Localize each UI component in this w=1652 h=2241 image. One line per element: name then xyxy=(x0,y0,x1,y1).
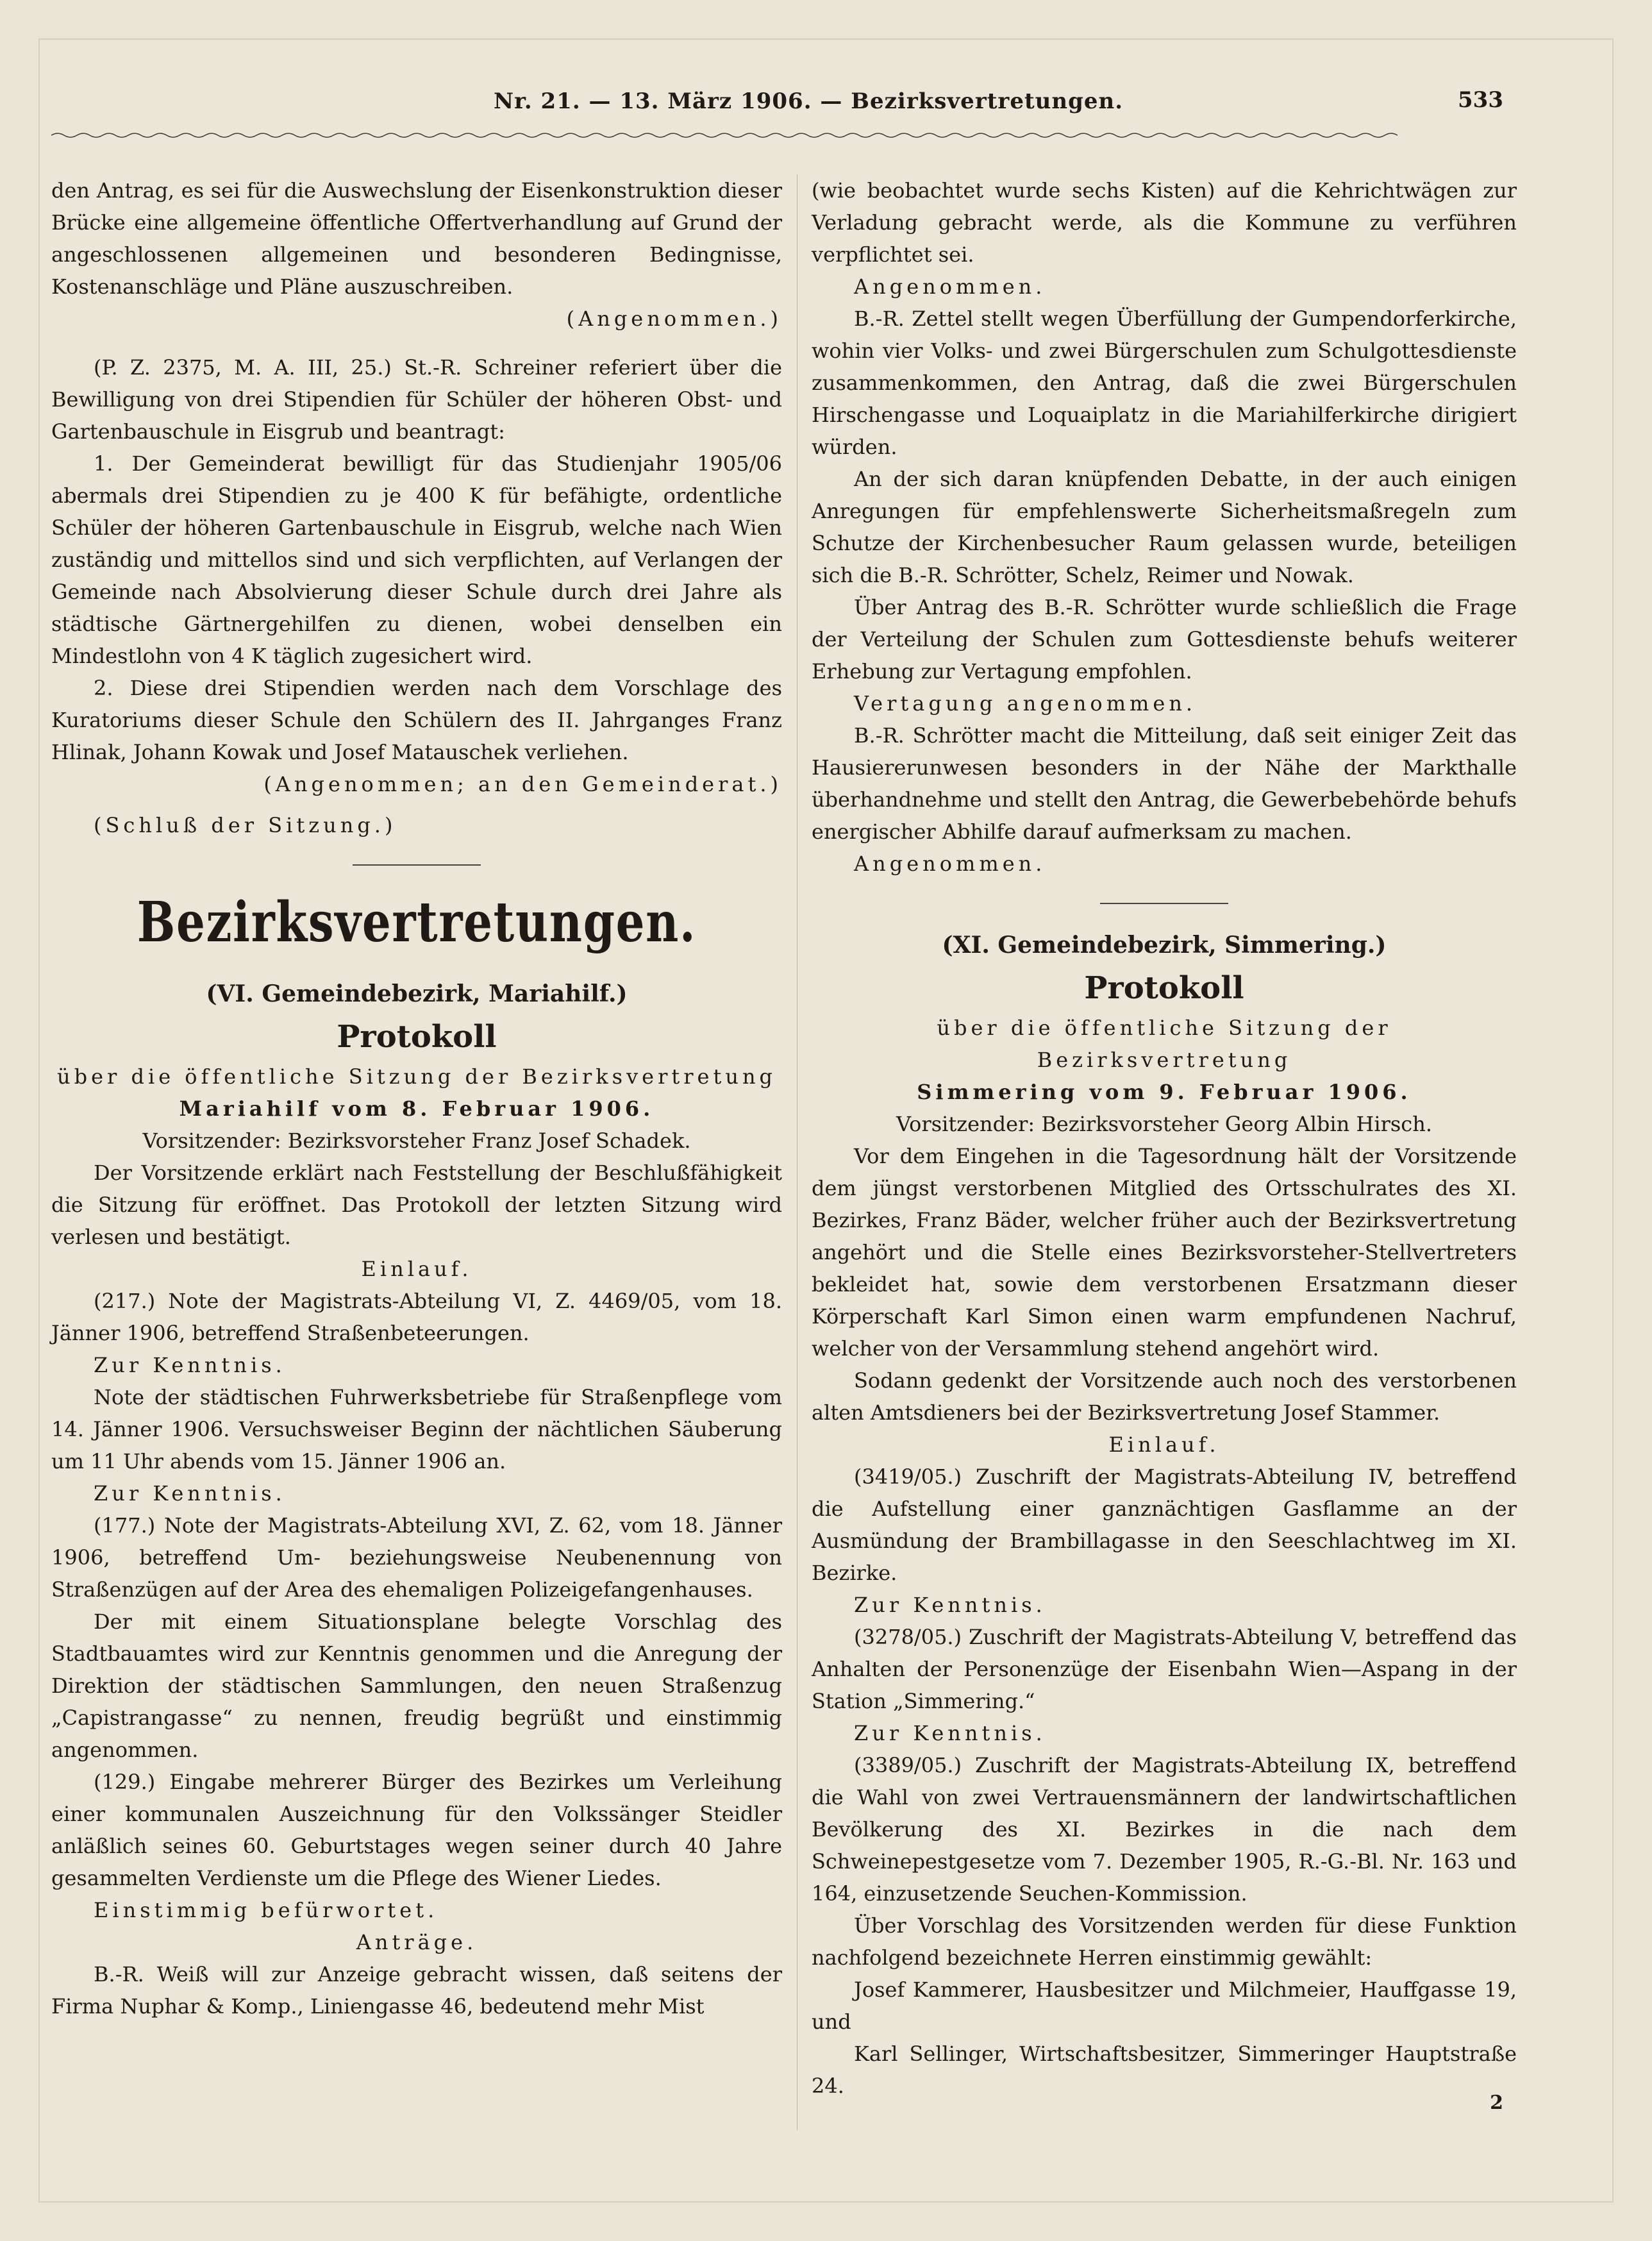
paragraph: (3389/05.) Zuschrift der Magistrats-Abteilung IX, betreffend die Wahl von zwei Vertrauensmännern der landwirtschaftlichen Bevölkerung des XI. Bezirkes in die nach dem Schweinepestgesetze vom 7. Dezember 1905, R.-G.-Bl. Nr. 163 und 164, einzusetzende Seuchen-Kommission. xyxy=(812,1753,1517,1906)
paragraph: B.-R. Weiß will zur Anzeige gebracht wissen, daß seitens der Firma Nuphar & Komp., Liniengasse 46, bedeutend mehr Mist xyxy=(51,1962,782,2019)
paragraph: 1. Der Gemeinderat bewilligt für das Studienjahr 1905/06 abermals drei Stipendien zu je 400 K für befähigte, ordentliche Schüler der höheren Gartenbauschule in Eisgrub, welche nach Wien zuständig und mittellos sind und sich verpflichten, auf Verlangen der Gemeinde nach Absolvierung dieser Schule durch drei Jahre als städtische Gärtnergehilfen zu dienen, wobei denselben ein Mindestlohn von 4 K täglich zugesichert wird. xyxy=(51,451,782,668)
left-column xyxy=(51,174,782,2022)
resolution: Angenommen. xyxy=(854,852,1046,876)
paragraph: (217.) Note der Magistrats-Abteilung VI, Z. 4469/05, vom 18. Jänner 1906, betreffend Straßenbeteerungen. xyxy=(51,1289,782,1345)
paragraph: Note der städtischen Fuhrwerksbetriebe für Straßenpflege vom 14. Jänner 1906. Versuchsweiser Beginn der nächtlichen Säuberung um 11 Uhr abends vom 15. Jänner 1906 an. xyxy=(51,1385,782,1473)
einlauf-heading: Einlauf. xyxy=(1108,1432,1220,1457)
page-number: 533 xyxy=(1458,87,1503,113)
chair-line: Vorsitzender: Bezirksvorsteher Franz Josef Schadek. xyxy=(142,1129,691,1153)
paragraph: Josef Kammerer, Hausbesitzer und Milchmeier, Hauffgasse 19, und xyxy=(812,1977,1517,2034)
antraege-heading: Anträge. xyxy=(356,1930,478,1954)
resolution: Vertagung angenommen. xyxy=(854,691,1197,716)
resolution: Zur Kenntnis. xyxy=(94,1481,286,1506)
paragraph: Der Vorsitzende erklärt nach Feststellung der Beschlußfähigkeit die Sitzung für eröffnet. Das Protokoll der letzten Sitzung wird verlesen und bestätigt. xyxy=(51,1161,782,1249)
right-column xyxy=(812,174,1517,2102)
paragraph: Über Antrag des B.-R. Schrötter wurde schließlich die Frage der Verteilung der Schulen zum Gottesdienste behufs weiterer Erhebung zur Vertagung empfohlen. xyxy=(812,595,1517,684)
paragraph: Karl Sellinger, Wirtschaftsbesitzer, Simmeringer Hauptstraße 24. xyxy=(812,2042,1517,2098)
chair-line: Vorsitzender: Bezirksvorsteher Georg Albin Hirsch. xyxy=(896,1112,1432,1136)
paragraph: Über Vorschlag des Vorsitzenden werden für diese Funktion nachfolgend bezeichnete Herren einstimmig gewählt: xyxy=(812,1913,1517,1970)
paragraph: (177.) Note der Magistrats-Abteilung XVI, Z. 62, vom 18. Jänner 1906, betreffend Um- beziehungsweise Neubenennung von Straßenzügen auf der Area des ehemaligen Polizeigefangenhauses. xyxy=(51,1513,782,1602)
paragraph: Vor dem Eingehen in die Tagesordnung hält der Vorsitzende dem jüngst verstorbenen Mitglied des Ortsschulrates des XI. Bezirkes, Franz Bäder, welcher früher auch der Bezirksvertretung angehört und die Stelle eines Bezirksvorsteher-Stellvertreters bekleidet hat, sowie dem verstorbenen Ersatzmann dieser Körperschaft Karl Simon einen warm empfundenen Nachruf, welcher von der Versammlung stehend angehört wird. xyxy=(812,1144,1517,1361)
resolution: Zur Kenntnis. xyxy=(854,1593,1046,1617)
paragraph: An der sich daran knüpfenden Debatte, in der auch einigen Anregungen für empfehlenswerte Sicherheitsmaßregeln zum Schutze der Kirchenbesucher Raum gelassen wurde, beteiligen sich die B.-R. Schrötter, Schelz, Reimer und Nowak. xyxy=(812,467,1517,587)
sheet-number: 2 xyxy=(1490,2092,1503,2114)
running-header: Nr. 21. — 13. März 1906. — Bezirksvertretungen. xyxy=(494,88,1124,114)
resolution: Einstimmig befürwortet. xyxy=(94,1898,438,1922)
paragraph: B.-R. Zettel stellt wegen Überfüllung der Gumpendorferkirche, wohin vier Volks- und zwei Bürgerschulen zum Schulgottesdienste zusammenkommen, den Antrag, daß die zwei Bürgerschulen Hirschengasse und Loquaiplatz in die Mariahilferkirche dirigiert würden. xyxy=(812,306,1517,459)
session-date-line: Mariahilf vom 8. Februar 1906. xyxy=(179,1096,655,1121)
paragraph: B.-R. Schrötter macht die Mitteilung, daß seit einiger Zeit das Hausiererunwesen besonders in der Nähe der Markthalle überhandnehme und stellt den Antrag, die Gewerbebehörde behufs energischer Abhilfe darauf aufmerksam zu machen. xyxy=(812,723,1517,844)
paragraph: (3278/05.) Zuschrift der Magistrats-Abteilung V, betreffend das Anhalten der Personenzüge der Eisenbahn Wien—Aspang in der Station „Simmering.“ xyxy=(812,1625,1517,1713)
section-title: Bezirksvertretungen. xyxy=(137,890,697,955)
resolution: (Angenommen; an den Gemeinderat.) xyxy=(263,772,782,796)
paragraph: den Antrag, es sei für die Auswechslung der Eisenkonstruktion dieser Brücke eine allgemeine öffentliche Offertverhandlung auf Grund der angeschlossenen allgemeinen und besonderen Bedingnisse, Kostenanschläge und Pläne auszuschreiben. xyxy=(51,178,782,299)
session-line: über die öffentliche Sitzung der Bezirksvertretung xyxy=(56,1064,777,1089)
paragraph: (3419/05.) Zuschrift der Magistrats-Abteilung IV, betreffend die Aufstellung einer ganznächtigen Gasflamme an der Ausmündung der Brambillagasse in den Seeschlachtweg im XI. Bezirke. xyxy=(812,1465,1517,1585)
section-rule xyxy=(1100,903,1228,904)
section-rule xyxy=(353,864,481,866)
resolution: Zur Kenntnis. xyxy=(94,1353,286,1377)
resolution: Angenommen. xyxy=(854,274,1046,299)
session-line: über die öffentliche Sitzung der Bezirksvertretung xyxy=(937,1016,1392,1072)
protokoll-heading: Protokoll xyxy=(1084,970,1244,1006)
district-heading: (XI. Gemeindebezirk, Simmering.) xyxy=(942,932,1387,959)
resolution: Zur Kenntnis. xyxy=(854,1721,1046,1745)
paragraph: 2. Diese drei Stipendien werden nach dem Vorschlage des Kuratoriums dieser Schule den Schülern des II. Jahrganges Franz Hlinak, Johann Kowak und Josef Matauschek verliehen. xyxy=(51,676,782,764)
paragraph: (129.) Eingabe mehrerer Bürger des Bezirkes um Verleihung einer kommunalen Auszeichnung für den Volkssänger Steidler anläßlich seines 60. Geburtstages wegen seiner durch 40 Jahre gesammelten Verdienste um die Pflege des Wiener Liedes. xyxy=(51,1770,782,1890)
resolution: (Angenommen.) xyxy=(566,306,782,331)
session-date-line: Simmering vom 9. Februar 1906. xyxy=(917,1080,1412,1104)
paragraph: (P. Z. 2375, M. A. III, 25.) St.-R. Schreiner referiert über die Bewilligung von drei Stipendien für Schüler der höheren Obst- und Gartenbauschule in Eisgrub und beantragt: xyxy=(51,355,782,444)
district-heading: (VI. Gemeindebezirk, Mariahilf.) xyxy=(206,980,628,1007)
protokoll-heading: Protokoll xyxy=(337,1019,497,1055)
paragraph: Sodann gedenkt der Vorsitzende auch noch des verstorbenen alten Amtsdieners bei der Bezirksvertretung Josef Stammer. xyxy=(812,1368,1517,1425)
session-end-note: (Schluß der Sitzung.) xyxy=(94,813,397,837)
paragraph: (wie beobachtet wurde sechs Kisten) auf die Kehrichtwägen zur Verladung gebracht werde, als die Kommune zu verführen verpflichtet sei. xyxy=(812,178,1517,267)
header-wavy-rule xyxy=(51,131,1398,139)
einlauf-heading: Einlauf. xyxy=(361,1257,472,1281)
paragraph: Der mit einem Situationsplane belegte Vorschlag des Stadtbauamtes wird zur Kenntnis genommen und die Anregung der Direktion der städtischen Sammlungen, den neuen Straßenzug „Capistrangasse“ zu nennen, freudig begrüßt und einstimmig angenommen. xyxy=(51,1609,782,1762)
